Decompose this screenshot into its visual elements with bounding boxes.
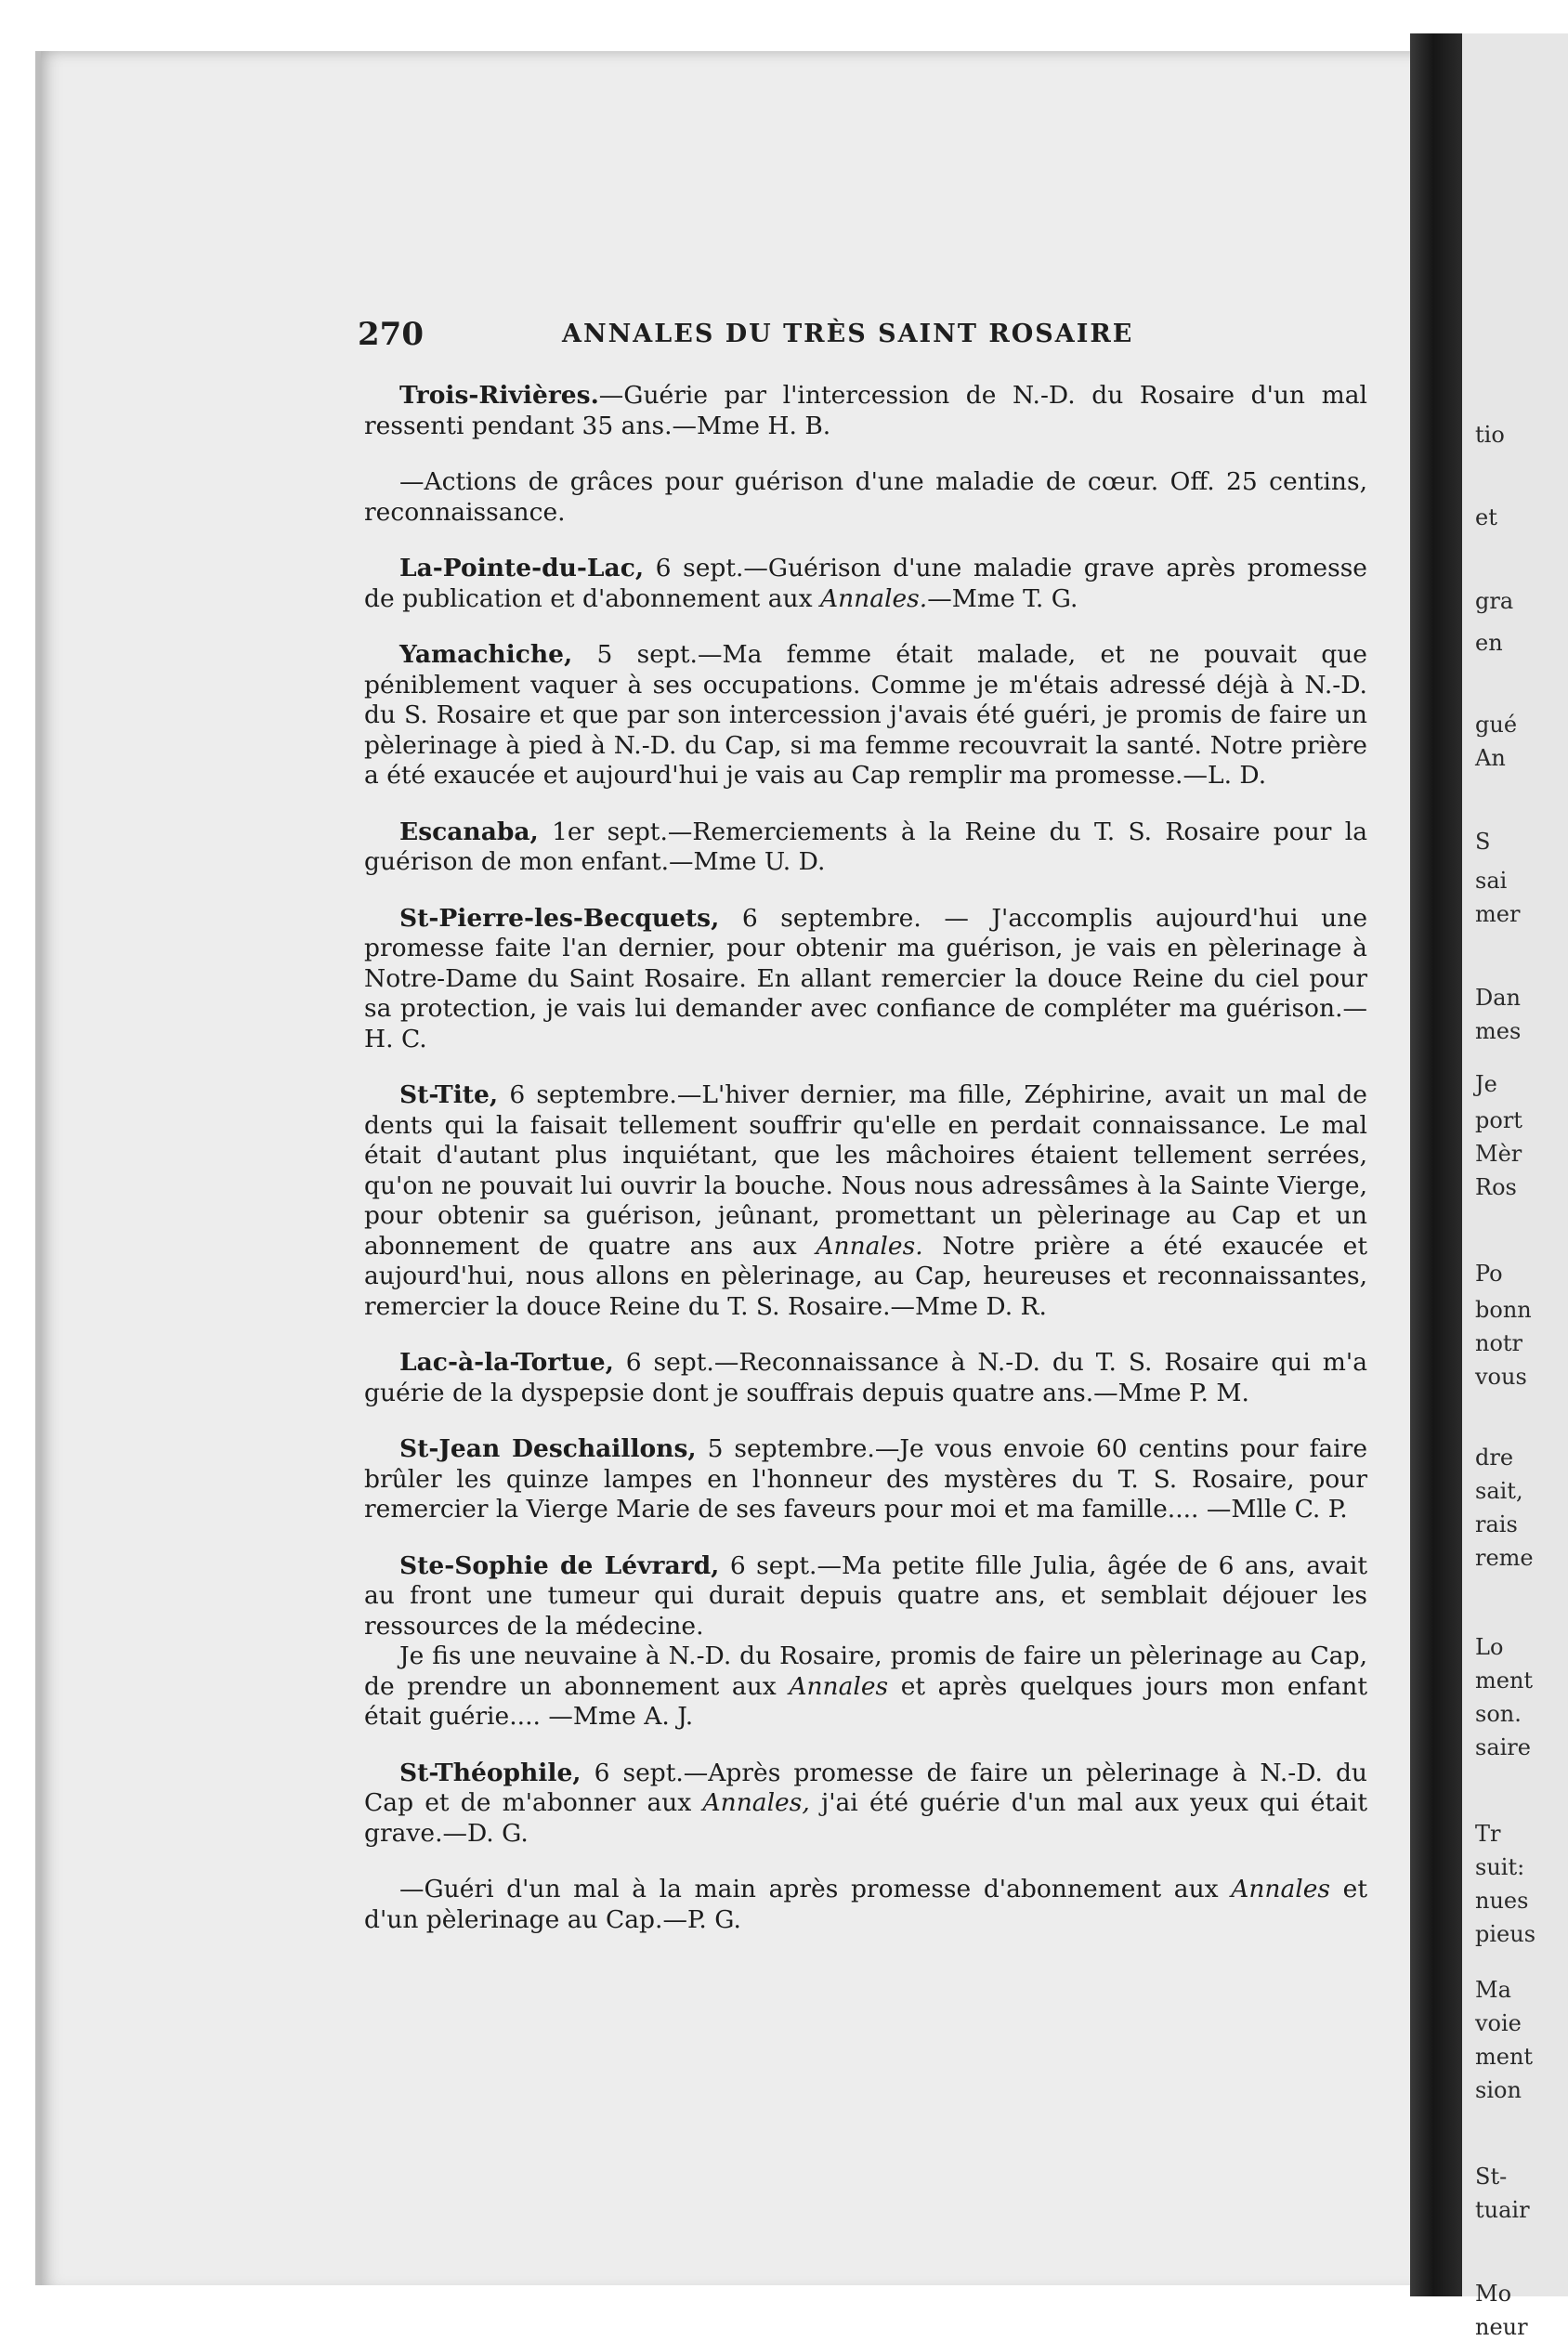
facing-page-fragment: port	[1475, 1107, 1522, 1133]
facing-page-fragment: sait,	[1475, 1478, 1523, 1504]
entry-text: 6 sept.—Après promesse de faire un pèlerinage à N.-D. du Cap et de m'abonner aux	[364, 1758, 1367, 1817]
entry-italic-text: Annales	[1231, 1875, 1331, 1903]
entry-text: 6 sept.—Guérison d'une maladie grave après promesse de publication et d'abonnement aux	[364, 554, 1367, 613]
facing-page-edge	[1462, 33, 1568, 2340]
facing-page-fragment: Je	[1475, 1071, 1497, 1097]
entry-place: Yamachiche,	[399, 640, 573, 669]
entry-place: St-Théophile,	[399, 1758, 581, 1787]
facing-page-fragment: Mèr	[1475, 1141, 1522, 1167]
facing-page-fragment: mer	[1475, 901, 1521, 927]
entry-paragraph	[364, 1641, 1367, 1733]
facing-page-fragment: saire	[1475, 1734, 1531, 1760]
facing-page-fragment: ment	[1475, 2044, 1534, 2070]
running-header	[358, 316, 1370, 353]
entry-place: La-Pointe-du-Lac,	[399, 554, 645, 582]
entry-text: —Guéri d'un mal à la main après promesse d'abonnement aux	[399, 1875, 1232, 1903]
entry-paragraph	[364, 904, 1367, 1055]
facing-page-fragment: gra	[1475, 587, 1514, 614]
entry-text: 1er sept.—Remerciements à la Reine du T. S. Rosaire pour la guérison de mon enfant.—Mme U. D.	[364, 817, 1367, 876]
entry-place: St-Pierre-les-Becquets,	[399, 903, 720, 933]
entry-text: —Mme T. G.	[927, 583, 1078, 613]
entry-place: Trois-Rivières.	[399, 381, 599, 410]
entry-text: Notre prière a été exaucée et aujourd'hui, nous allons en pèlerinage, au Cap, heureuses et reconnaissantes, remercier la douce Reine du T. S. Rosaire.—Mme D. R.	[364, 1231, 1367, 1321]
page-number: 270	[358, 316, 424, 353]
facing-page-fragment: Ros	[1475, 1174, 1517, 1200]
facing-page-fragment: tuair	[1475, 2197, 1530, 2223]
facing-page-fragment: reme	[1475, 1545, 1534, 1571]
running-title: ANNALES DU TRÈS SAINT ROSAIRE	[562, 320, 1134, 348]
entry-text: 6 sept.—Ma petite fille Julia, âgée de 6 ans, avait au front une tumeur qui durait depuis quatre ans, et semblait déjouer les ressources de la médecine.	[364, 1550, 1367, 1641]
entry-paragraph	[364, 1875, 1367, 1935]
entry-italic-text: Annales.	[816, 1231, 923, 1261]
facing-page-fragment: sai	[1475, 868, 1508, 894]
entry-text: 6 septembre. — J'accomplis aujourd'hui une promesse faite l'an dernier, pour obtenir ma guérison, je vais en pèlerinage à Notre-Dame du Saint Rosaire. En allant remercier la douce Reine du ciel pour sa protection, je vais lui demander avec confiance de compléter ma guérison.—H. C.	[364, 903, 1367, 1053]
entry-text: 5 septembre.—Je vous envoie 60 centins pour faire brûler les quinze lampes en l'honneur des mystères du T. S. Rosaire, pour remercier la Vierge Marie de ses faveurs pour moi et ma famille.... —Mlle C. P.	[364, 1434, 1367, 1524]
entry-paragraph	[364, 640, 1367, 791]
facing-page-fragment: gué	[1475, 712, 1518, 738]
facing-page-fragment: tio	[1475, 422, 1505, 448]
entry-paragraph	[364, 1348, 1367, 1408]
facing-page-fragment: mes	[1475, 1018, 1522, 1044]
facing-page-fragment: Lo	[1475, 1634, 1504, 1660]
entry-paragraph	[364, 1434, 1367, 1525]
entry-paragraph	[364, 1080, 1367, 1322]
entry-place: St-Tite,	[399, 1080, 499, 1109]
facing-page-fragment: dre	[1475, 1445, 1514, 1471]
facing-page-fragment: nues	[1475, 1888, 1529, 1914]
facing-page-fragment: Dan	[1475, 985, 1522, 1011]
entry-place: St-Jean Deschaillons,	[399, 1434, 697, 1463]
entry-text: j'ai été guérie d'un mal aux yeux qui était grave.—D. G.	[364, 1788, 1368, 1848]
facing-page-fragment: et	[1475, 504, 1497, 530]
entry-text: Je fis une neuvaine à N.-D. du Rosaire, promis de faire un pèlerinage au Cap, de prendre un abonnement aux	[364, 1641, 1367, 1701]
facing-page-fragment: bonn	[1475, 1297, 1532, 1323]
facing-page-fragment: Ma	[1475, 1977, 1511, 2003]
entry-paragraph	[364, 554, 1367, 614]
entry-text: 6 septembre.—L'hiver dernier, ma fille, Zéphirine, avait un mal de dents qui la faisait tellement souffrir qu'elle en perdait connaissance. Le mal était d'autant plus inquiétant, que les mâchoires étaient tellement serrées, qu'on ne pouvait lui ouvrir la bouche. Nous nous adressâmes à la Sainte Vierge, pour obtenir sa guérison, jeûnant, promettant un pèlerinage au Cap et un abonnement de quatre ans aux	[364, 1080, 1367, 1261]
entry-paragraph	[364, 1551, 1367, 1642]
facing-page-fragment: Mo	[1475, 2281, 1512, 2307]
entry-place: Escanaba,	[399, 817, 539, 846]
entry-text: —Actions de grâces pour guérison d'une maladie de cœur. Off. 25 centins, reconnaissance.	[364, 467, 1367, 527]
entry-italic-text: Annales.	[819, 583, 928, 613]
facing-page-fragment: An	[1475, 745, 1506, 771]
facing-page-fragment: suit:	[1475, 1854, 1525, 1880]
facing-page-fragment: Po	[1475, 1261, 1503, 1287]
entry-text: 5 sept.—Ma femme était malade, et ne pouvait que péniblement vaquer à ses occupations. Comme je m'étais adressé déjà à N.-D. du S. Rosaire et que par son intercession j'avais été guéri, je promis de faire un pèlerinage à pied à N.-D. du Cap, si ma femme recouvrait la santé. Notre prière a été exaucée et aujourd'hui je vais au Cap remplir ma promesse.—L. D.	[364, 640, 1367, 790]
page-body	[364, 381, 1367, 1961]
facing-page-fragment: son.	[1475, 1701, 1522, 1727]
entry-paragraph	[364, 467, 1367, 528]
entry-place: Lac-à-la-Tortue,	[399, 1348, 614, 1377]
facing-page-fragment: voie	[1475, 2010, 1522, 2036]
entry-paragraph	[364, 381, 1367, 441]
facing-page-fragment: Tr	[1475, 1821, 1501, 1847]
entry-paragraph	[364, 817, 1367, 878]
entry-text: et après quelques jours mon enfant était guérie.... —Mme A. J.	[364, 1671, 1367, 1731]
facing-page-fragment: neur	[1475, 2314, 1528, 2340]
facing-page-fragment: S	[1475, 829, 1491, 855]
facing-page-fragment: St-	[1475, 2164, 1508, 2190]
facing-page-fragment: ment	[1475, 1667, 1534, 1694]
entry-text: et d'un pèlerinage au Cap.—P. G.	[364, 1875, 1367, 1934]
entry-paragraph	[364, 1759, 1367, 1850]
entry-text: —Guérie par l'intercession de N.-D. du Rosaire d'un mal ressenti pendant 35 ans.—Mme H. B.	[364, 381, 1367, 440]
facing-page-fragment: sion	[1475, 2077, 1522, 2103]
entry-place: Ste-Sophie de Lévrard,	[399, 1550, 720, 1580]
entry-italic-text: Annales	[789, 1671, 889, 1701]
facing-page-fragment: rais	[1475, 1511, 1518, 1537]
facing-page-fragment: notr	[1475, 1330, 1523, 1356]
facing-page-fragment: vous	[1475, 1364, 1527, 1390]
facing-page-fragment: pieus	[1475, 1921, 1536, 1947]
entry-italic-text: Annales,	[702, 1788, 810, 1817]
book-gutter	[1410, 33, 1462, 2296]
facing-page-fragment: en	[1475, 629, 1503, 656]
entry-text: 6 sept.—Reconnaissance à N.-D. du T. S. Rosaire qui m'a guérie de la dyspepsie dont je souffrais depuis quatre ans.—Mme P. M.	[364, 1348, 1367, 1407]
